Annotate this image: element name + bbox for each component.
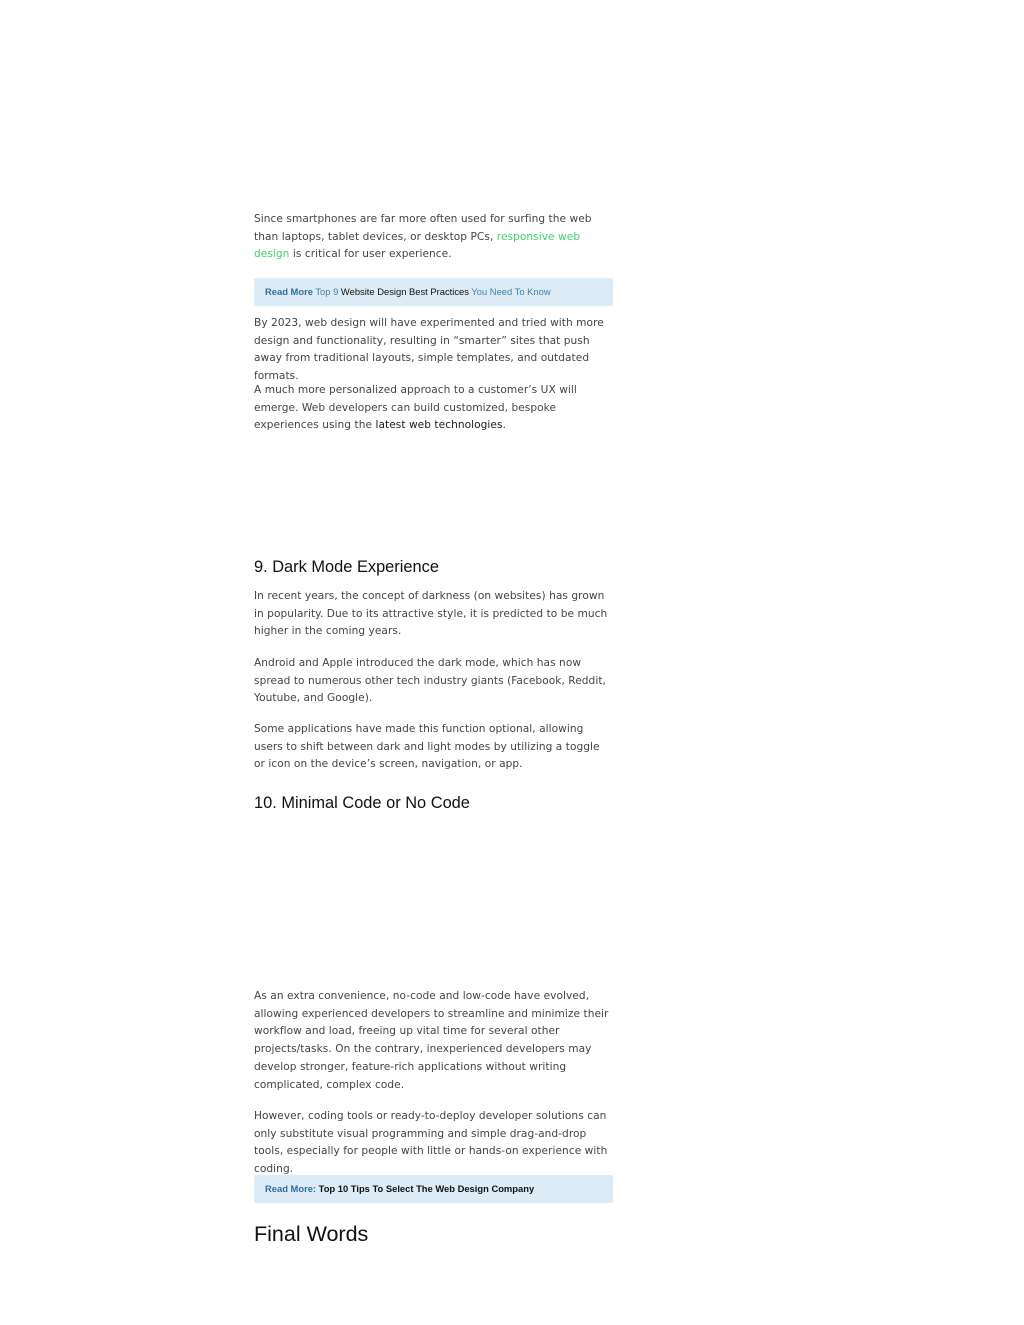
future-paragraph-1: By 2023, web design will have experimented and tried with more design and functionality, resulting in “smarter” sites that push away from traditional layouts, simple templates, and outdated formats. xyxy=(254,317,604,383)
responsive-text-before: Since smartphones are far more often used for surfing the web than laptops, tablet devices, or desktop PCs, xyxy=(254,213,592,243)
read-more-box-web-design-company[interactable] xyxy=(254,1175,613,1203)
final-words-heading: Final Words xyxy=(254,1222,369,1246)
read-more-title-part2[interactable]: Website Design Best Practices xyxy=(340,286,469,297)
read-more-label: Read More xyxy=(265,286,313,297)
dark-mode-paragraph-1: In recent years, the concept of darkness (on websites) has grown in popularity. Due to its attractive style, it is predicted to be much higher in the coming years. xyxy=(254,590,608,638)
read-more-title-part1[interactable]: Top 9 xyxy=(312,286,341,297)
dark-mode-paragraph-3: Some applications have made this function optional, allowing users to shift between dark and light modes by utilizing a toggle or icon on the device’s screen, navigation, or app. xyxy=(254,723,600,771)
no-code-heading: 10. Minimal Code or No Code xyxy=(254,794,470,812)
read-more-title-2[interactable]: Top 10 Tips To Select The Web Design Company xyxy=(316,1183,535,1194)
no-code-paragraph-2: However, coding tools or ready-to-deploy developer solutions can only substitute visual programming and simple drag-and-drop tools, especially for people with little or hands-on experience with coding. xyxy=(254,1110,608,1176)
read-more-title-part3[interactable]: You Need To Know xyxy=(468,286,551,297)
responsive-text-after: is critical for user experience. xyxy=(289,248,452,261)
read-more-box-best-practices[interactable] xyxy=(254,278,613,306)
future-paragraph-2 xyxy=(254,382,613,435)
future-text-after: . xyxy=(502,419,506,432)
dark-mode-paragraph-2: Android and Apple introduced the dark mode, which has now spread to numerous other tech industry giants (Facebook, Reddit, Youtube, and Google). xyxy=(254,657,606,705)
responsive-web-design-link[interactable]: responsive web design xyxy=(254,230,581,261)
responsive-paragraph xyxy=(254,211,613,264)
dark-mode-heading: 9. Dark Mode Experience xyxy=(254,558,439,576)
no-code-paragraph-1: As an extra convenience, no-code and low-code have evolved, allowing experienced developers to streamline and minimize their workflow and load, freeing up vital time for several other projects/tasks. On the contrary, inexperienced developers may develop stronger, feature-rich applications without writing complicated, complex code. xyxy=(254,990,609,1091)
latest-web-technologies-link[interactable]: latest web technologies xyxy=(375,419,503,432)
future-text-before: A much more personalized approach to a customer’s UX will emerge. Web developers can build customized, bespoke experiences using the xyxy=(254,384,577,432)
read-more-label-2: Read More: xyxy=(265,1183,317,1194)
